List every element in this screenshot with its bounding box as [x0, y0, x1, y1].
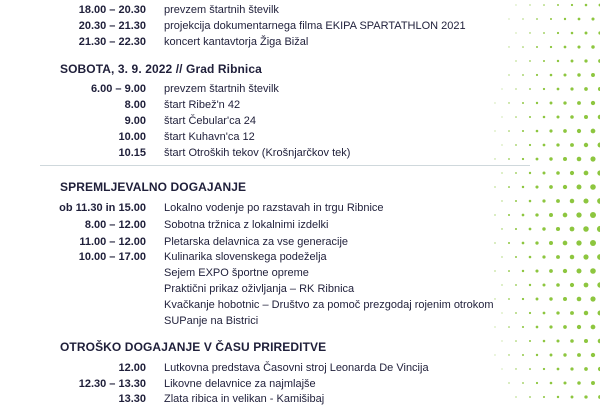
row-time: 10.00: [118, 131, 146, 143]
row-time: 9.00: [124, 115, 146, 127]
kids-heading: OTROŠKO DOGAJANJE V ČASU PRIREDITVE: [60, 340, 327, 354]
row-text: Likovne delavnice za najmlajše: [164, 378, 316, 390]
row-text: Kulinarika slovenskega podeželja: [164, 251, 327, 263]
row-time: 21.30 – 22.30: [78, 36, 146, 48]
saturday-heading: SOBOTA, 3. 9. 2022 // Grad Ribnica: [60, 62, 262, 76]
row-time: 18.00 – 20.30: [78, 4, 146, 16]
row-time: ob 11.30 in 15.00: [59, 202, 146, 214]
row-text: štart Ribež'n 42: [164, 99, 241, 111]
row-time: 8.00: [124, 99, 146, 111]
row-text: Lokalno vodenje po razstavah in trgu Ribnice: [164, 202, 384, 214]
row-text: Sobotna tržnica z lokalnimi izdelki: [164, 219, 329, 231]
row-time: 10.00 – 17.00: [78, 251, 146, 263]
row-text: Kvačkanje hobotnic – Društvo za pomoč prezgodaj rojenim otrokom: [164, 299, 494, 311]
row-time: 6.00 – 9.00: [90, 83, 146, 95]
row-text: koncert kantavtorja Žiga Bižal: [164, 36, 309, 48]
row-text: štart Kuhavn'ca 12: [164, 131, 255, 143]
row-text: Sejem EXPO športne opreme: [164, 267, 309, 279]
row-text: štart Otroških tekov (Krošnjarčkov tek): [164, 147, 351, 159]
side-events-heading: SPREMLJEVALNO DOGAJANJE: [60, 180, 247, 194]
row-text: Praktični prikaz oživljanja – RK Ribnica: [164, 283, 355, 295]
row-time: 10.15: [118, 147, 146, 159]
row-text: Lutkovna predstava Časovni stroj Leonarda De Vincija: [164, 362, 429, 374]
row-time: 11.00 – 12.00: [79, 236, 146, 248]
row-text: projekcija dokumentarnega filma EKIPA SPARTATHLON 2021: [164, 20, 466, 32]
row-time: 8.00 – 12.00: [84, 219, 146, 231]
row-text: Pletarska delavnica za vse generacije: [164, 236, 349, 248]
row-text: SUPanje na Bistrici: [164, 315, 259, 327]
row-time: 12.00: [118, 362, 146, 374]
row-text: prevzem štartnih številk: [164, 4, 279, 16]
row-text: štart Čebular'ca 24: [164, 115, 256, 127]
row-time: 13.30: [118, 393, 146, 405]
section-divider: [40, 165, 530, 166]
row-time: 20.30 – 21.30: [78, 20, 146, 32]
row-text: Zlata ribica in velikan - Kamišibaj: [164, 393, 325, 405]
row-text: prevzem štartnih številk: [164, 83, 279, 95]
row-time: 12.30 – 13.30: [78, 378, 146, 390]
